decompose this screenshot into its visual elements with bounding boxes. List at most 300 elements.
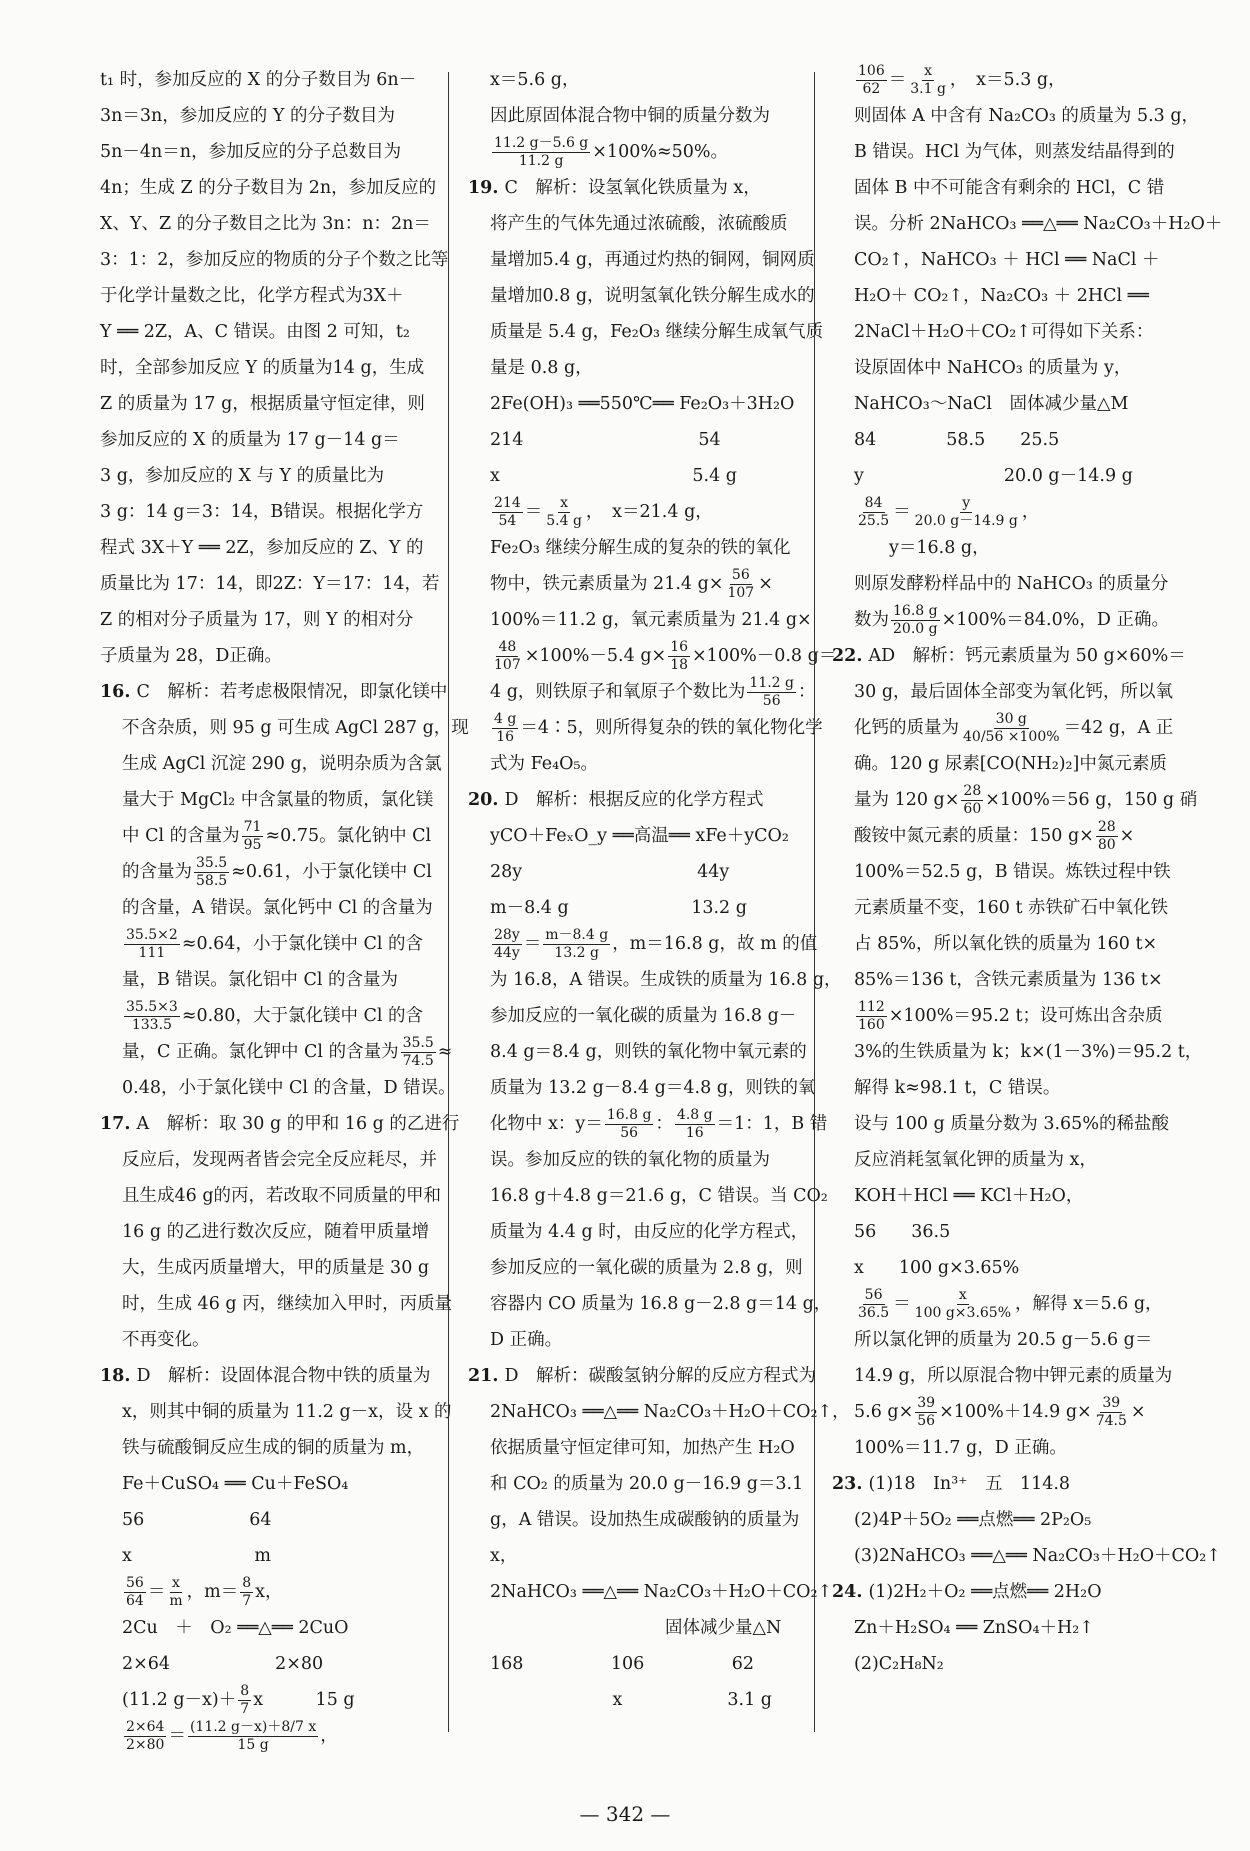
fraction-numerator: 56 [864, 1286, 883, 1303]
fraction [242, 819, 264, 854]
text-line [468, 1646, 798, 1682]
fraction-denominator: 80 [1097, 836, 1116, 853]
line-text: 5n－4n＝n，参加反应的分子总数目为 [100, 142, 402, 162]
line-text: 16.8 g＋4.8 g＝21.6 g，C 错误。当 CO₂ [490, 1186, 828, 1206]
line-text: 量增加5.4 g，再通过灼热的铜网，铜网质 [490, 250, 815, 270]
line-text: Zn＋H₂SO₄ ══ ZnSO₄＋H₂↑ [854, 1618, 1094, 1638]
fraction [492, 639, 523, 674]
text-line [832, 386, 1162, 422]
fraction-denominator: 133.5 [131, 1016, 172, 1033]
text-line [832, 1502, 1162, 1538]
fraction [891, 603, 940, 638]
line-text: 量增加0.8 g，说明氢氧化铁分解生成水的 [490, 286, 815, 306]
fraction-denominator: 160 [858, 1016, 885, 1033]
text-line [468, 566, 798, 602]
line-text: ≈0.80，大于氯化镁中 Cl 的含 [181, 1006, 424, 1026]
page-number: — 342 — [579, 1802, 671, 1826]
fraction-numerator: 28 [1097, 818, 1116, 835]
text-line [100, 494, 430, 530]
question-number: 24. [832, 1582, 863, 1602]
text-line [468, 1394, 850, 1430]
text-line [832, 278, 1162, 314]
line-text: 56 36.5 [854, 1222, 951, 1242]
line-text: (2)4P＋5O₂ ══点燃══ 2P₂O₅ [854, 1510, 1092, 1530]
line-text: m－8.4 g 13.2 g [490, 898, 747, 918]
fraction-numerator: x [172, 1574, 180, 1591]
fraction-denominator: 36.5 [858, 1304, 890, 1321]
text-line [832, 674, 1174, 710]
text-line [100, 890, 433, 926]
line-text: ，解得 x＝5.6 g， [1015, 1294, 1163, 1314]
line-text: 解得 k≈98.1 t，C 错误。 [854, 1078, 1061, 1098]
text-line [468, 1286, 832, 1322]
fraction-denominator: 44y [494, 944, 520, 961]
line-text: 2Fe(OH)₃ ══550℃══ Fe₂O₃＋3H₂O [490, 394, 795, 414]
line-text: 式为 Fe₄O₅。 [490, 754, 598, 774]
fraction [1096, 819, 1118, 854]
text-line [100, 1322, 430, 1358]
text-line [832, 854, 1171, 890]
line-text: ： [655, 1114, 673, 1134]
fraction [961, 783, 983, 818]
fraction-numerator: 8 [242, 1574, 252, 1591]
fraction-numerator: 2×64 [126, 1718, 165, 1735]
line-text: A 解析：取 30 g 的甲和 16 g 的乙进行 [136, 1114, 460, 1134]
line-text: 质量为 4.4 g 时，由反应的化学方程式， [490, 1222, 809, 1242]
text-line [832, 1142, 1162, 1178]
line-text: yCO＋FeₓO_y ══高温══ xFe＋yCO₂ [490, 826, 789, 846]
fraction-denominator: 100 g×3.65% [914, 1304, 1012, 1321]
line-text: ×100%－5.4 g× [524, 646, 667, 666]
text-line [100, 1430, 430, 1466]
line-text: 固体减少量△N [490, 1618, 782, 1638]
text-line [100, 1682, 430, 1718]
line-text: 因此原固体混合物中铜的质量分数为 [490, 106, 770, 126]
text-line [832, 1034, 1203, 1070]
fraction [725, 567, 756, 602]
fraction [1094, 1395, 1129, 1430]
fraction-numerator: 39 [917, 1394, 936, 1411]
text-line [832, 710, 1174, 746]
line-text: 数为 [854, 610, 889, 630]
line-text: ，m＝16.8 g，故 m 的值 [612, 934, 818, 954]
text-line [832, 170, 1165, 206]
line-text: ， [1021, 502, 1040, 522]
line-text: x＝5.6 g， [490, 70, 580, 90]
fraction-numerator: 8 [240, 1682, 250, 1699]
text-line [100, 1646, 430, 1682]
text-line [832, 98, 1200, 134]
text-line [832, 926, 1162, 962]
line-text: 且生成46 g的丙，若改取不同质量的甲和 [122, 1186, 442, 1206]
line-text: 于化学计量数之比，化学方程式为3X＋ [100, 286, 404, 306]
text-line [100, 1142, 437, 1178]
text-line [832, 1646, 1162, 1682]
fraction-denominator: 74.5 [402, 1052, 434, 1069]
fraction [492, 495, 523, 530]
fraction [124, 927, 180, 962]
line-text: ＝ [888, 70, 907, 90]
line-text: 中 Cl 的含量为 [122, 826, 240, 846]
line-text: x，则其中铜的质量为 11.2 g－x，设 x 的 [122, 1402, 452, 1422]
line-text: Y ══ 2Z，A、C 错误。由图 2 可知，t₂ [100, 322, 410, 342]
fraction [675, 1107, 715, 1142]
text-line [468, 926, 818, 962]
text-line [468, 458, 798, 494]
fraction-denominator: 15 g [237, 1736, 269, 1753]
fraction-numerator: 28y [494, 926, 520, 943]
line-text: ， x＝5.3 g， [949, 70, 1066, 90]
line-text: Fe₂O₃ 继续分解生成的复杂的铁的氧化 [490, 538, 791, 558]
line-text: ≈0.64，小于氯化镁中 Cl 的含 [181, 934, 424, 954]
text-line [100, 1250, 430, 1286]
text-line [832, 1430, 1162, 1466]
fraction-numerator: 39 [1102, 1394, 1121, 1411]
line-text: 2NaHCO₃ ══△══ Na₂CO₃＋H₂O＋CO₂↑， [490, 1402, 850, 1422]
text-line [832, 134, 1175, 170]
text-line [468, 638, 837, 674]
fraction-denominator: 56 [762, 692, 781, 709]
line-text: ×100%＝84.0%，D 正确。 [941, 610, 1169, 630]
line-text: ×100%≈50%。 [592, 142, 729, 162]
text-line [832, 458, 1162, 494]
fraction-denominator: 107 [494, 656, 521, 673]
line-text: 化钙的质量为 [854, 718, 959, 738]
line-text: 3%的生铁质量为 k；k×(1－3%)＝95.2 t， [854, 1042, 1203, 1062]
line-text: 0.48，小于氯化镁中 Cl 的含量，D 错误。 [122, 1078, 456, 1098]
text-line [832, 1070, 1162, 1106]
text-line [468, 1610, 798, 1646]
text-line [468, 1466, 804, 1502]
line-text: 容器内 CO 质量为 16.8 g－2.8 g＝14 g， [490, 1294, 832, 1314]
text-line [832, 1538, 1221, 1574]
question-number: 21. [468, 1366, 499, 1386]
line-text: 4n；生成 Z 的分子数目为 2n，参加反应的 [100, 178, 437, 198]
line-text: × [1119, 826, 1135, 846]
line-text: y＝16.8 g， [854, 538, 990, 558]
line-text: x 100 g×3.65% [854, 1258, 1020, 1278]
line-text: 3n＝3n，参加反应的 Y 的分子数目为 [100, 106, 395, 126]
fraction-numerator: 35.5×3 [126, 998, 178, 1015]
fraction-numerator: 112 [858, 998, 885, 1015]
fraction-denominator: m [169, 1592, 183, 1609]
text-line [468, 710, 823, 746]
question-number: 19. [468, 178, 499, 198]
fraction-denominator: 13.2 g [554, 944, 599, 961]
line-text: X、Y、Z 的分子数目之比为 3n：n：2n＝ [100, 214, 431, 234]
text-line [100, 1178, 442, 1214]
text-line [100, 1610, 430, 1646]
line-text: 误。分析 2NaHCO₃ ══△══ Na₂CO₃＋H₂O＋ [854, 214, 1223, 234]
line-text: C 解析：若考虑极限情况，即氯化镁中 [136, 682, 448, 702]
fraction [913, 1287, 1013, 1322]
line-text: C 解析：设氢氧化铁质量为 x， [504, 178, 761, 198]
line-text: 参加反应的 X 的质量为 17 g－14 g＝ [100, 430, 400, 450]
fraction [961, 711, 1062, 746]
fraction [124, 1575, 146, 1610]
text-line [832, 206, 1223, 242]
line-text: 物中，铁元素质量为 21.4 g× [490, 574, 724, 594]
text-line [100, 422, 430, 458]
text-line [832, 530, 1162, 566]
text-line [100, 746, 442, 782]
line-text: ，m＝ [186, 1582, 239, 1602]
fraction-numerator: 56 [126, 1574, 144, 1591]
text-line [468, 674, 816, 710]
line-text: ＝1：1，B 错 [716, 1114, 828, 1134]
text-line [832, 1250, 1162, 1286]
line-text: t₁ 时，参加反应的 X 的分子数目为 6n－ [100, 70, 417, 90]
fraction-numerator: 11.2 g [749, 674, 794, 691]
fraction [856, 1287, 891, 1322]
line-text: CO₂↑，NaHCO₃ ＋ HCl ══ NaCl ＋ [854, 250, 1160, 270]
fraction [544, 495, 584, 530]
fraction-numerator: 35.5 [196, 854, 228, 871]
fraction-numerator: 48 [498, 638, 517, 655]
line-text: (1)18 In³⁺ 五 114.8 [868, 1474, 1071, 1494]
text-line [100, 998, 430, 1034]
fraction-denominator: 20.0 g [893, 620, 938, 637]
text-line [468, 1106, 828, 1142]
text-line [468, 998, 798, 1034]
line-text: 子质量为 28，D正确。 [100, 646, 282, 666]
text-line [468, 494, 798, 530]
line-text: ×100%－0.8 g＝ [692, 646, 837, 666]
text-line [468, 1358, 816, 1394]
line-text: 质量为 13.2 g－8.4 g＝4.8 g，则铁的氧 [490, 1078, 816, 1098]
line-text: 3 g：14 g＝3：14，B错误。根据化学方 [100, 502, 424, 522]
fraction-numerator: 28 [963, 782, 982, 799]
line-text: 100%＝11.7 g，D 正确。 [854, 1438, 1067, 1458]
text-line [100, 1466, 430, 1502]
fraction [124, 1719, 166, 1754]
fraction-denominator: 111 [138, 944, 166, 961]
line-text: 的含量，A 错误。氯化钙中 Cl 的含量为 [122, 898, 433, 918]
fraction-numerator: 16 [670, 638, 689, 655]
fraction [167, 1575, 184, 1610]
line-text: 量是 0.8 g， [490, 358, 593, 378]
fraction-numerator: y [962, 494, 971, 511]
line-text: Fe＋CuSO₄ ══ Cu＋FeSO₄ [122, 1474, 349, 1494]
fraction-denominator: 2×80 [126, 1736, 165, 1753]
answer-column-3 [832, 62, 1223, 1682]
line-text: g，A 错误。设加热生成碳酸钠的质量为 [490, 1510, 800, 1530]
line-text: (1)2H₂＋O₂ ══点燃══ 2H₂O [868, 1582, 1102, 1602]
text-line [468, 1178, 828, 1214]
line-text: 量为 120 g× [854, 790, 960, 810]
line-text: ＝ [523, 934, 542, 954]
text-line [832, 314, 1162, 350]
line-text: NaHCO₃～NaCl 固体减少量△M [854, 394, 1129, 414]
fraction-numerator: 35.5 [402, 1034, 434, 1051]
text-line [832, 1394, 1162, 1430]
line-text: Z 的相对分子质量为 17，则 Y 的相对分 [100, 610, 414, 630]
line-text: 占 85%，所以氧化铁的质量为 160 t× [854, 934, 1158, 954]
line-text: 参加反应的一氧化碳的质量为 16.8 g－ [490, 1006, 797, 1026]
text-line [468, 602, 812, 638]
text-line [832, 998, 1162, 1034]
line-text: 2×64 2×80 [122, 1654, 324, 1674]
fraction [856, 495, 891, 530]
text-line [832, 62, 1162, 98]
line-text: 不再变化。 [122, 1330, 210, 1350]
text-line [100, 314, 430, 350]
fraction [908, 63, 948, 98]
line-text: x 5.4 g [490, 466, 737, 486]
text-line [468, 818, 798, 854]
text-line [832, 818, 1162, 854]
fraction [856, 999, 887, 1034]
text-line [468, 242, 815, 278]
line-text: 将产生的气体先通过浓硫酸，浓硫酸质 [490, 214, 788, 234]
line-text: 程式 3X＋Y ══ 2Z，参加反应的 Z、Y 的 [100, 538, 424, 558]
fraction [238, 1683, 251, 1718]
question-number: 20. [468, 790, 499, 810]
text-line [468, 1070, 816, 1106]
line-text: ≈0.61，小于氯化镁中 Cl [231, 862, 432, 882]
line-text: ＝4∶5，则所得复杂的铁的氧化物化学 [520, 718, 823, 738]
fraction [188, 1719, 318, 1754]
fraction-numerator: 4 g [494, 710, 517, 727]
text-line [832, 1214, 1162, 1250]
line-text: (11.2 g－x)＋ [122, 1690, 237, 1710]
fraction-denominator: 40/56 ×100% [963, 728, 1060, 745]
fraction-numerator: x [924, 62, 933, 79]
text-line [468, 1322, 798, 1358]
line-text: 设原固体中 NaHCO₃ 的质量为 y， [854, 358, 1132, 378]
text-line [100, 530, 430, 566]
line-text: 和 CO₂ 的质量为 20.0 g－16.9 g＝3.1 [490, 1474, 804, 1494]
line-text: 元素质量不变，160 t 赤铁矿石中氧化铁 [854, 898, 1169, 918]
text-line [100, 782, 434, 818]
text-line [100, 638, 430, 674]
text-line [100, 962, 430, 998]
fraction [492, 135, 590, 170]
text-line [832, 1574, 1162, 1610]
line-text: ×100%＋14.9 g× [939, 1402, 1092, 1422]
text-line [832, 1322, 1162, 1358]
fraction-denominator: 95 [243, 836, 262, 853]
text-line [832, 1358, 1173, 1394]
fraction-numerator: 30 g [995, 710, 1027, 727]
fraction-denominator: 5.4 g [546, 512, 582, 529]
line-text: ×100%＝56 g，150 g 硝 [985, 790, 1198, 810]
fraction [913, 495, 1020, 530]
text-line [100, 1214, 430, 1250]
line-text: (2)C₂H₈N₂ [854, 1654, 944, 1674]
line-text: 反应后，发现两者皆会完全反应耗尽，并 [122, 1150, 437, 1170]
column-divider [814, 72, 815, 1732]
line-text: 100%＝52.5 g，B 错误。炼铁过程中铁 [854, 862, 1171, 882]
fraction-numerator: 16.8 g [893, 602, 938, 619]
fraction-denominator: 58.5 [196, 872, 228, 889]
fraction-numerator: 16.8 g [606, 1106, 652, 1123]
line-text: ＝ [147, 1582, 166, 1602]
line-text: 生成 AgCl 沉淀 290 g，说明杂质为含氯 [122, 754, 442, 774]
fraction [194, 855, 229, 890]
text-line [468, 1430, 798, 1466]
text-line [468, 134, 798, 170]
fraction-denominator: 56 [917, 1412, 936, 1429]
line-text: 铁与硫酸铜反应生成的铜的质量为 m， [122, 1438, 425, 1458]
line-text: ＝42 g，A 正 [1063, 718, 1174, 738]
text-line [468, 1250, 803, 1286]
line-text: 85%＝136 t，含铁元素质量为 136 t× [854, 970, 1163, 990]
line-text: 依据质量守恒定律可知，加热产生 H₂O [490, 1438, 795, 1458]
text-line [100, 1286, 453, 1322]
fraction-denominator: 7 [242, 1592, 252, 1609]
fraction [747, 675, 796, 710]
line-text: 2Cu ＋ O₂ ══△══ 2CuO [122, 1618, 349, 1638]
fraction [492, 927, 522, 962]
text-line [100, 602, 430, 638]
text-line [100, 566, 440, 602]
line-text: 确。120 g 尿素[CO(NH₂)₂]中氮元素质 [854, 754, 1167, 774]
text-line [100, 170, 437, 206]
line-text: ≈0.75。氯化钠中 Cl [265, 826, 432, 846]
text-line [468, 62, 798, 98]
fraction-denominator: 56 [620, 1124, 639, 1141]
line-text: ＝ [893, 1294, 911, 1314]
fraction-denominator: 16 [496, 728, 515, 745]
text-line [832, 962, 1162, 998]
line-text: 14.9 g，所以原混合物中钾元素的质量为 [854, 1366, 1173, 1386]
line-text: 误。参加反应的铁的氧化物的质量为 [490, 1150, 770, 1170]
fraction-denominator: 62 [862, 80, 881, 97]
fraction-denominator: 16 [685, 1124, 704, 1141]
fraction [856, 63, 887, 98]
line-text: 固体 B 中不可能含有剩余的 HCl，C 错 [854, 178, 1165, 198]
text-line [468, 386, 798, 422]
text-line [832, 746, 1167, 782]
line-text: 反应消耗氢氧化钾的质量为 x， [854, 1150, 1097, 1170]
line-text: 的含量为 [122, 862, 192, 882]
fraction [240, 1575, 253, 1610]
text-line [832, 1178, 1162, 1214]
fraction-denominator: 54 [498, 512, 517, 529]
fraction-denominator: 60 [963, 800, 982, 817]
question-number: 23. [832, 1474, 863, 1494]
text-line [100, 1106, 460, 1142]
line-text: KOH＋HCl ══ KCl＋H₂O， [854, 1186, 1084, 1206]
line-text: 168 106 62 [490, 1654, 755, 1674]
line-text: 所以氯化钾的质量为 20.5 g－5.6 g＝ [854, 1330, 1153, 1350]
line-text: 2NaHCO₃ ══△══ Na₂CO₃＋H₂O＋CO₂↑ [490, 1582, 833, 1602]
fraction-denominator: 107 [727, 584, 755, 601]
line-text: 质量比为 17：14，即2Z：Y＝17：14，若 [100, 574, 440, 594]
line-text: D 解析：根据反应的化学方程式 [504, 790, 764, 810]
text-line [100, 134, 430, 170]
text-line [100, 98, 430, 134]
text-line [468, 1682, 798, 1718]
text-line [100, 350, 430, 386]
text-line [832, 1286, 1162, 1322]
line-text: 量大于 MgCl₂ 中含氯量的物质，氯化镁 [122, 790, 434, 810]
text-line [468, 1574, 833, 1610]
line-text: 30 g，最后固体全部变为氧化钙，所以氧 [854, 682, 1174, 702]
line-text: 为 16.8，A 错误。生成铁的质量为 16.8 g， [490, 970, 842, 990]
text-line [468, 1142, 798, 1178]
text-line [100, 62, 430, 98]
text-line [468, 1034, 807, 1070]
fraction-numerator: m－8.4 g [545, 926, 609, 943]
text-line [100, 1574, 430, 1610]
line-text: D 解析：碳酸氢钠分解的反应方程式为 [504, 1366, 816, 1386]
fraction [492, 711, 518, 746]
text-line [468, 962, 842, 998]
line-text: 则原发酵粉样品中的 NaHCO₃ 的质量分 [854, 574, 1169, 594]
text-line [832, 1106, 1169, 1142]
